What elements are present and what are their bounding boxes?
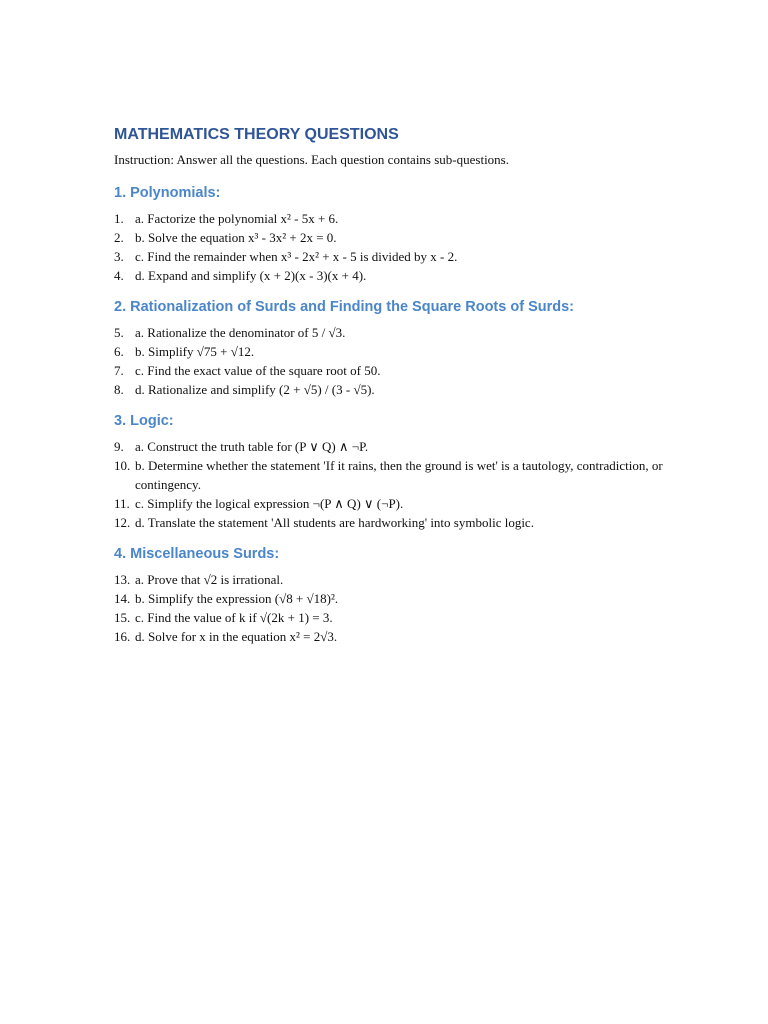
question-number: 9.: [114, 439, 124, 454]
question-list: [114, 209, 674, 285]
question-item: [114, 361, 674, 380]
question-text: b. Solve the equation x³ - 3x² + 2x = 0.: [135, 230, 337, 245]
question-number: 16.: [114, 629, 131, 644]
question-item: [114, 323, 674, 342]
question-text: c. Find the remainder when x³ - 2x² + x - 5 is divided by x - 2.: [135, 249, 458, 264]
question-number: 14.: [114, 591, 131, 606]
question-list: [114, 570, 674, 646]
question-text: b. Simplify the expression (√8 + √18)².: [135, 591, 339, 606]
question-item: [114, 209, 674, 228]
document-title: MATHEMATICS THEORY QUESTIONS: [114, 126, 399, 143]
question-item: [114, 513, 674, 532]
question-text: c. Find the value of k if √(2k + 1) = 3.: [135, 610, 333, 625]
question-text: a. Rationalize the denominator of 5 / √3.: [135, 325, 346, 340]
question-text: a. Construct the truth table for (P ∨ Q) ∧ ¬P.: [135, 439, 369, 454]
document-page: [114, 124, 674, 658]
question-item: [114, 589, 674, 608]
question-item: [114, 380, 674, 399]
question-text: c. Simplify the logical expression ¬(P ∧ Q) ∨ (¬P).: [135, 496, 404, 511]
section-polynomials: [114, 183, 674, 285]
question-item: [114, 266, 674, 285]
question-number: 8.: [114, 382, 124, 397]
question-number: 7.: [114, 363, 124, 378]
question-number: 11.: [114, 496, 130, 511]
question-list: [114, 323, 674, 399]
section-logic: [114, 411, 674, 532]
question-item: [114, 494, 674, 513]
question-list: [114, 437, 674, 532]
question-text: a. Prove that √2 is irrational.: [135, 572, 284, 587]
question-number: 2.: [114, 230, 124, 245]
question-text: d. Expand and simplify (x + 2)(x - 3)(x + 4).: [135, 268, 367, 283]
section-heading: 3. Logic:: [114, 413, 174, 429]
question-number: 4.: [114, 268, 124, 283]
question-text: d. Solve for x in the equation x² = 2√3.: [135, 629, 338, 644]
question-item: [114, 608, 674, 627]
question-text: d. Rationalize and simplify (2 + √5) / (3 - √5).: [135, 382, 375, 397]
question-text: b. Determine whether the statement 'If it rains, then the ground is wet' is a tautology, contradiction, or contingency.: [135, 458, 663, 492]
question-number: 3.: [114, 249, 124, 264]
question-item: [114, 342, 674, 361]
question-number: 5.: [114, 325, 124, 340]
instruction-text: Instruction: Answer all the questions. Each question contains sub-questions.: [114, 152, 509, 167]
section-heading: 1. Polynomials:: [114, 185, 221, 201]
question-number: 13.: [114, 572, 131, 587]
question-number: 15.: [114, 610, 131, 625]
question-item: [114, 627, 674, 646]
question-item: [114, 247, 674, 266]
question-text: c. Find the exact value of the square root of 50.: [135, 363, 381, 378]
section-heading: 4. Miscellaneous Surds:: [114, 546, 280, 562]
question-number: 6.: [114, 344, 124, 359]
question-text: b. Simplify √75 + √12.: [135, 344, 255, 359]
question-number: 12.: [114, 515, 131, 530]
question-item: [114, 437, 674, 456]
question-number: 10.: [114, 458, 131, 473]
section-misc-surds: [114, 544, 674, 646]
question-item: [114, 456, 674, 494]
section-heading: 2. Rationalization of Surds and Finding the Square Roots of Surds:: [114, 299, 574, 315]
section-surds: [114, 297, 674, 399]
question-item: [114, 228, 674, 247]
question-text: a. Factorize the polynomial x² - 5x + 6.: [135, 211, 339, 226]
question-text: d. Translate the statement 'All students are hardworking' into symbolic logic.: [135, 515, 534, 530]
question-number: 1.: [114, 211, 124, 226]
question-item: [114, 570, 674, 589]
